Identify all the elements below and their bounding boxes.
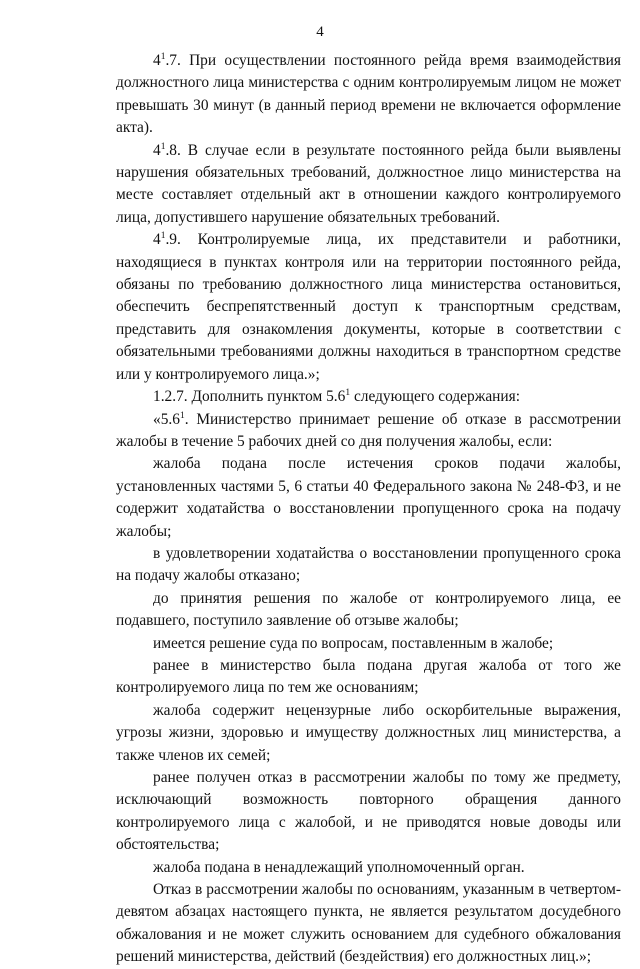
paragraph-1-2-7 [116,386,621,408]
refusal-ground-7: ранее получен отказ в рассмотрении жалобы по тому же предмету, исключающий возможность повторного обращения данного контролируемого лица с жалобой, и не приводятся новые доводы или обстоятельства; [116,769,621,854]
paragraph-4-1-9 [116,229,621,386]
closing-paragraph: Отказ в рассмотрении жалобы по основаниям, указанным в четвертом-девятом абзацах настоящего пункта, не является результатом досудебного обжалования и не может служить основанием для судебного обжалования решений министерства, действий (бездействия) его должностных лиц.»; [116,881,621,966]
item-number: «$5.6^1$. [153,410,189,428]
paragraph-4-1-8 [116,140,621,230]
refusal-ground-5: ранее в министерство была подана другая жалоба от того же контролируемого лица по тем же основаниям; [116,656,621,697]
superscript: 1 [345,387,351,398]
page-number: 4 [316,24,324,40]
refusal-ground-1: жалоба подана после истечения сроков подачи жалобы, установленных частями 5, 6 статьи 40 Федерального закона № 248-ФЗ, и не содержит ходатайства о восстановлении пропущенного срока на подачу жалобы; [116,455,621,540]
refusal-ground-2: в удовлетворении ходатайства о восстановлении пропущенного срока на подачу жалобы отказано; [116,544,621,585]
paragraph-4-1-7 [116,50,621,140]
paragraph-text: При осуществлении постоянного рейда время взаимодействия должностного лица министерства с одним контролируемым лицом не может превышать 30 минут (в данный период времени не включается оформление акта). [116,52,621,137]
paragraph-text: Министерство принимает решение об отказе в рассмотрении жалобы в течение 5 рабочих дней со дня получения жалобы, если: [116,410,621,450]
item-number: $4^1.9$. [153,231,181,249]
refusal-ground-8: жалоба подана в ненадлежащий уполномоченный орган. [153,858,525,876]
refusal-ground-3: до принятия решения по жалобе от контролируемого лица, ее подавшего, поступило заявление об отзыве жалобы; [116,589,621,630]
paragraph-text: следующего содержания: [350,388,520,406]
paragraph-5-6-1 [116,409,621,454]
paragraph-text: В случае если в результате постоянного рейда были выявлены нарушения обязательных требований, должностное лицо министерства на месте составляет отдельный акт в отношении каждого контролируемого лица, допустившего нарушение обязательных требований. [116,141,621,226]
item-number: $4^1.8$. [153,141,181,159]
item-number: $4^1.7$. [153,51,181,69]
paragraph-text: Контролируемые лица, их представители и работники, находящиеся в пунктах контроля или на территории постоянного рейда, обязаны по требованию должностного лица министерства остановиться, обеспечить беспрепятственный доступ к транспортным средствам, представить для ознакомления документы, которые в соответствии с обязательными требованиями должны находиться в транспортном средстве или у контролируемого лица.»; [116,231,621,383]
refusal-ground-6: жалоба содержит нецензурные либо оскорбительные выражения, угрозы жизни, здоровью и имуществу должностных лиц министерства, а также членов их семей; [116,701,621,764]
refusal-ground-4: имеется решение суда по вопросам, поставленным в жалобе; [153,634,554,652]
document-body [116,50,621,969]
paragraph-lead: 1.2.7. Дополнить пунктом 5.6 [153,388,346,406]
